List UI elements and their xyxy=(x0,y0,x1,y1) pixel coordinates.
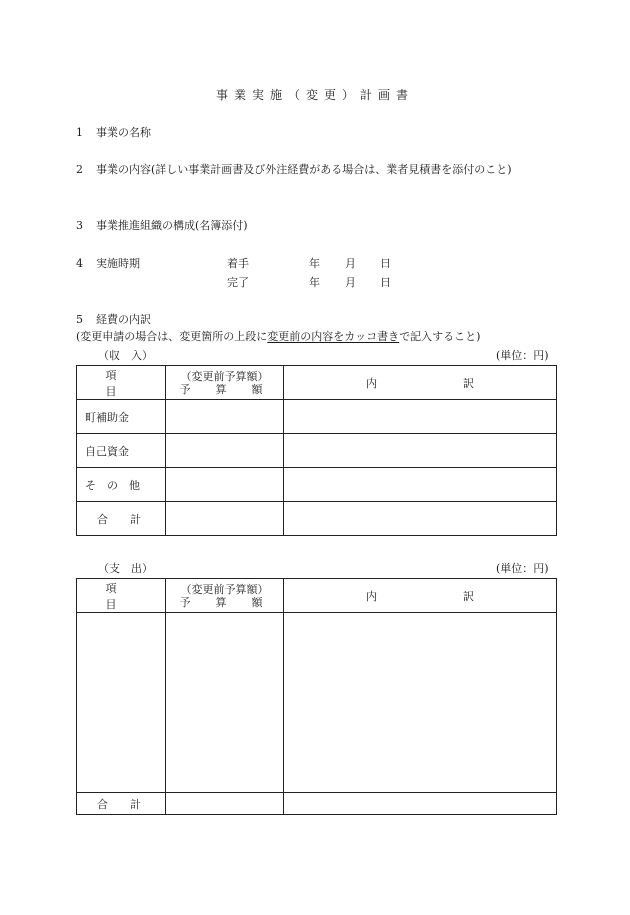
income-row-total xyxy=(77,502,557,536)
income-breakdown-cell[interactable] xyxy=(284,502,557,536)
change-note-suffix: で記入すること) xyxy=(399,330,481,343)
income-row-label: 合 計 xyxy=(77,502,166,536)
expense-col-breakdown xyxy=(284,579,557,613)
period-start-day: 日 xyxy=(380,257,391,270)
expense-body-row xyxy=(77,613,557,793)
expense-col-breakdown-a: 内 xyxy=(366,589,377,603)
expense-table xyxy=(76,578,557,815)
income-col-breakdown xyxy=(284,366,557,400)
section-2 xyxy=(76,161,512,177)
income-heading: （収 入） xyxy=(98,349,153,362)
expense-col-budget-before: （変更前予算額） xyxy=(180,582,269,596)
expense-total-label: 合 計 xyxy=(77,793,166,815)
expense-breakdown-cell[interactable] xyxy=(284,613,557,793)
income-col-item: 項 目 xyxy=(77,366,166,400)
section-2-label: 事業の内容(詳しい事業計画書及び外注経費がある場合は、業者見積書を添付のこと) xyxy=(96,163,512,176)
income-breakdown-cell[interactable] xyxy=(284,434,557,468)
section-5-number: 5 xyxy=(76,313,83,326)
section-1-number: 1 xyxy=(76,126,83,139)
income-header-row xyxy=(77,366,557,400)
expense-col-budget-label: 予 算 額 xyxy=(179,595,270,609)
income-unit: (単位：円) xyxy=(496,349,549,362)
income-row-label: 町補助金 xyxy=(77,400,166,434)
income-breakdown-cell[interactable] xyxy=(284,400,557,434)
expense-heading: （支 出） xyxy=(98,562,153,575)
income-row-other xyxy=(77,468,557,502)
income-budget-cell[interactable] xyxy=(166,502,284,536)
period-end-label: 完了 xyxy=(227,276,249,289)
income-budget-cell[interactable] xyxy=(166,434,284,468)
income-row-label: そ の 他 xyxy=(77,468,166,502)
section-3-label: 事業推進組織の構成(名簿添付) xyxy=(96,219,248,232)
page-title: 事業実施（変更）計画書 xyxy=(215,88,414,102)
income-col-budget-before: （変更前予算額） xyxy=(180,369,269,383)
expense-budget-cell[interactable] xyxy=(166,613,284,793)
section-3-number: 3 xyxy=(76,219,83,232)
income-col-breakdown-b: 訳 xyxy=(463,376,474,390)
period-start-year: 年 xyxy=(309,257,320,270)
section-4-label: 実施時期 xyxy=(96,257,140,270)
section-5-label: 経費の内訳 xyxy=(96,313,151,326)
section-5 xyxy=(76,311,151,327)
expense-total-breakdown-cell[interactable] xyxy=(284,793,557,815)
period-end-year: 年 xyxy=(309,276,320,289)
expense-item-cell[interactable] xyxy=(77,613,166,793)
income-budget-cell[interactable] xyxy=(166,400,284,434)
period-start-month: 月 xyxy=(345,257,356,270)
period-start-label: 着手 xyxy=(227,257,249,270)
income-budget-cell[interactable] xyxy=(166,468,284,502)
expense-unit: (単位：円) xyxy=(496,562,549,575)
section-2-number: 2 xyxy=(76,163,83,176)
section-4 xyxy=(76,255,140,271)
expense-col-breakdown-b: 訳 xyxy=(463,589,474,603)
section-4-number: 4 xyxy=(76,257,83,270)
income-row-subsidy xyxy=(77,400,557,434)
income-col-budget-label: 予 算 額 xyxy=(179,382,270,396)
change-note-underlined: 変更前の内容をカッコ書き xyxy=(267,330,400,343)
income-row-own-funds xyxy=(77,434,557,468)
section-3 xyxy=(76,217,248,233)
expense-col-budget xyxy=(166,579,284,613)
income-col-breakdown-a: 内 xyxy=(366,376,377,390)
expense-header-row xyxy=(77,579,557,613)
change-note-prefix: (変更申請の場合は、変更箇所の上段に xyxy=(76,330,268,343)
income-table xyxy=(76,365,557,536)
income-row-label: 自己資金 xyxy=(77,434,166,468)
change-note xyxy=(76,328,480,344)
income-breakdown-cell[interactable] xyxy=(284,468,557,502)
period-end-month: 月 xyxy=(345,276,356,289)
income-col-budget xyxy=(166,366,284,400)
expense-total-budget-cell[interactable] xyxy=(166,793,284,815)
period-end-day: 日 xyxy=(380,276,391,289)
expense-row-total xyxy=(77,793,557,815)
section-1 xyxy=(76,124,151,140)
section-1-label: 事業の名称 xyxy=(96,126,151,139)
expense-col-item: 項 目 xyxy=(77,579,166,613)
